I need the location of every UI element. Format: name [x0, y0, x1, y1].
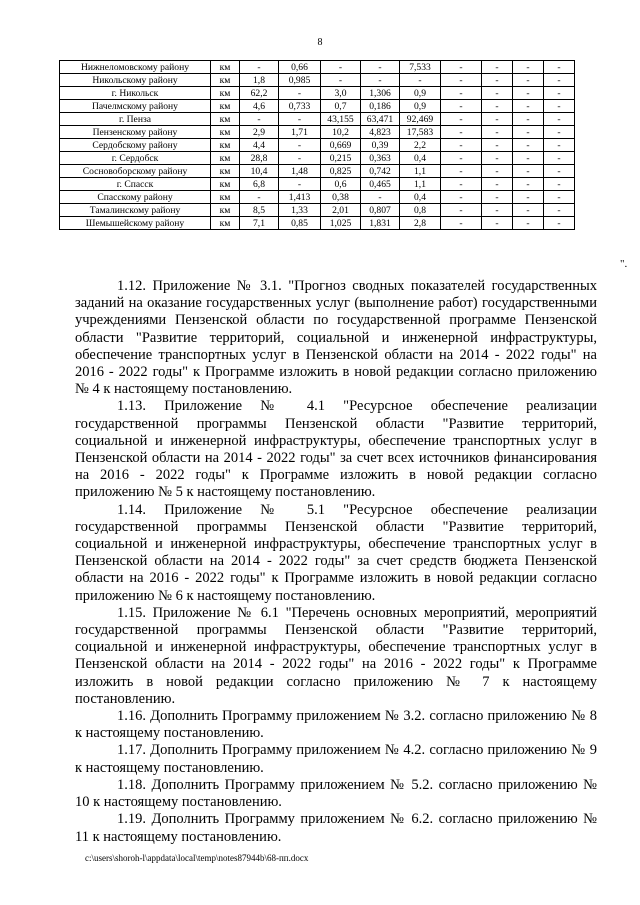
table-cell-territory: Пензенскому району	[60, 126, 211, 139]
table-cell-value: -	[279, 113, 321, 126]
table-cell-value: -	[482, 165, 513, 178]
table-cell-value: 62,2	[240, 87, 279, 100]
table-cell-value: -	[441, 61, 482, 74]
table-cell-value: 4,4	[240, 139, 279, 152]
data-table	[59, 60, 575, 230]
table-cell-value: -	[544, 191, 575, 204]
table-cell-value: 0,742	[361, 165, 400, 178]
table-cell-value: -	[321, 61, 361, 74]
table-cell-value: 3,0	[321, 87, 361, 100]
table-cell-value: -	[482, 217, 513, 230]
paragraph-1-14: 1.14. Приложение № 5.1 "Ресурсное обеспечение реализации государственной программы Пензенской области "Развитие территорий, социальной и инженерной инфраструктуры, обеспечение транспортных услуг в Пензенской области на 2014 - 2022 годы" за счет средств бюджета Пензенской области на 2016 - 2022 годы" к Программе изложить в новой редакции согласно приложению № 6 к настоящему постановлению.	[75, 501, 597, 604]
data-table-body	[60, 61, 575, 230]
table-cell-value: -	[441, 126, 482, 139]
table-cell-value: -	[544, 100, 575, 113]
table-cell-value: 63,471	[361, 113, 400, 126]
table-cell-value: -	[279, 87, 321, 100]
table-cell-value: 0,7	[321, 100, 361, 113]
table-cell-value: -	[441, 178, 482, 191]
table-cell-value: -	[544, 87, 575, 100]
table-cell-territory: Нижнеломовскому району	[60, 61, 211, 74]
table-cell-value: -	[513, 178, 544, 191]
document-body	[75, 278, 597, 846]
table-cell-value: 0,39	[361, 139, 400, 152]
paragraph-1-13: 1.13. Приложение № 4.1 "Ресурсное обеспечение реализации государственной программы Пензенской области "Развитие территорий, социальной и инженерной инфраструктуры, обеспечение транспортных услуг в Пензенской области на 2014 - 2022 годы" за счет всех источников финансирования на 2016 - 2022 годы" к Программе изложить в новой редакции согласно приложению № 5 к настоящему постановлению.	[75, 398, 597, 501]
table-cell-value: 0,9	[400, 87, 441, 100]
table-cell-value: -	[544, 61, 575, 74]
table-cell-unit: км	[211, 87, 240, 100]
table-cell-unit: км	[211, 126, 240, 139]
table-cell-value: -	[441, 217, 482, 230]
paragraph-1-17: 1.17. Дополнить Программу приложением № 4.2. согласно приложению № 9 к настоящему постановлению.	[75, 742, 597, 776]
table-cell-territory: Спасскому району	[60, 191, 211, 204]
table-cell-value: -	[544, 113, 575, 126]
table-cell-value: 0,85	[279, 217, 321, 230]
table-cell-value: -	[361, 191, 400, 204]
table-cell-unit: км	[211, 113, 240, 126]
table-cell-value: 1,8	[240, 74, 279, 87]
table-cell-value: 1,306	[361, 87, 400, 100]
table-cell-value: 2,8	[400, 217, 441, 230]
table-cell-value: 0,6	[321, 178, 361, 191]
paragraph-1-12: 1.12. Приложение № 3.1. "Прогноз сводных показателей государственных заданий на оказание государственных услуг (выполнение работ) государственными учреждениями Пензенской области по государственной программе Пензенской области "Развитие территорий, социальной и инженерной инфраструктуры, обеспечение транспортных услуг в Пензенской области на 2014 - 2022 годы" на 2016 - 2022 годы" к Программе изложить в новой редакции согласно приложению № 4 к настоящему постановлению.	[75, 278, 597, 398]
table-cell-value: -	[482, 126, 513, 139]
table-cell-value: -	[482, 191, 513, 204]
table-cell-value: 17,583	[400, 126, 441, 139]
table-row	[60, 139, 575, 152]
table-cell-value: 1,33	[279, 204, 321, 217]
table-cell-value: -	[240, 113, 279, 126]
table-cell-value: -	[361, 74, 400, 87]
table-cell-value: 1,48	[279, 165, 321, 178]
table-cell-value: -	[441, 74, 482, 87]
table-cell-value: -	[513, 113, 544, 126]
table-cell-value: -	[513, 61, 544, 74]
table-cell-value: 0,985	[279, 74, 321, 87]
table-row	[60, 191, 575, 204]
table-row	[60, 126, 575, 139]
paragraph-1-15: 1.15. Приложение № 6.1 "Перечень основных мероприятий, мероприятий государственной программы Пензенской области "Развитие территорий, социальной и инженерной инфраструктуры, обеспечение транспортных услуг в Пензенской области на 2014 - 2022 годы" на 2016 - 2022 годы" к Программе изложить в новой редакции согласно приложению № 7 к настоящему постановлению.	[75, 604, 597, 707]
table-cell-unit: км	[211, 74, 240, 87]
table-cell-value: -	[279, 178, 321, 191]
table-cell-unit: км	[211, 139, 240, 152]
table-cell-value: -	[513, 100, 544, 113]
table-cell-value: 2,2	[400, 139, 441, 152]
table-cell-value: -	[361, 61, 400, 74]
table-cell-value: -	[513, 87, 544, 100]
table-cell-value: 4,823	[361, 126, 400, 139]
table-cell-value: 0,215	[321, 152, 361, 165]
table-cell-value: -	[279, 139, 321, 152]
table-cell-territory: г. Пенза	[60, 113, 211, 126]
table-cell-value: 7,1	[240, 217, 279, 230]
table-cell-value: 28,8	[240, 152, 279, 165]
table-cell-territory: Пачелмскому району	[60, 100, 211, 113]
table-cell-value: 0,186	[361, 100, 400, 113]
table-cell-territory: г. Сердобск	[60, 152, 211, 165]
table-cell-value: 0,733	[279, 100, 321, 113]
table-cell-value: 0,807	[361, 204, 400, 217]
table-cell-value: -	[482, 152, 513, 165]
table-cell-value: 1,413	[279, 191, 321, 204]
table-cell-value: -	[441, 113, 482, 126]
table-cell-unit: км	[211, 100, 240, 113]
table-cell-value: -	[513, 204, 544, 217]
table-cell-unit: км	[211, 152, 240, 165]
table-cell-value: 0,9	[400, 100, 441, 113]
table-cell-value: -	[482, 113, 513, 126]
table-cell-territory: Никольскому району	[60, 74, 211, 87]
table-row	[60, 165, 575, 178]
table-cell-unit: км	[211, 191, 240, 204]
table-cell-value: -	[513, 152, 544, 165]
table-cell-value: -	[482, 61, 513, 74]
table-cell-value: -	[441, 87, 482, 100]
table-cell-value: 92,469	[400, 113, 441, 126]
table-cell-value: 0,4	[400, 191, 441, 204]
table-cell-value: 8,5	[240, 204, 279, 217]
table-cell-value: -	[441, 191, 482, 204]
table-cell-value: 6,8	[240, 178, 279, 191]
table-cell-value: -	[400, 74, 441, 87]
paragraph-1-16: 1.16. Дополнить Программу приложением № 3.2. согласно приложению № 8 к настоящему постановлению.	[75, 708, 597, 742]
table-cell-value: -	[482, 87, 513, 100]
table-cell-value: -	[441, 204, 482, 217]
table-row	[60, 74, 575, 87]
table-cell-unit: км	[211, 204, 240, 217]
table-cell-value: -	[321, 74, 361, 87]
table-cell-value: 1,1	[400, 178, 441, 191]
table-cell-value: -	[513, 74, 544, 87]
table-cell-value: 0,38	[321, 191, 361, 204]
table-row	[60, 113, 575, 126]
table-cell-value: -	[544, 217, 575, 230]
table-cell-value: -	[441, 139, 482, 152]
table-cell-value: 0,363	[361, 152, 400, 165]
table-cell-value: -	[482, 178, 513, 191]
table-cell-territory: г. Спасск	[60, 178, 211, 191]
table-cell-unit: км	[211, 178, 240, 191]
table-cell-value: 1,025	[321, 217, 361, 230]
table-cell-value: -	[544, 204, 575, 217]
paragraph-1-19: 1.19. Дополнить Программу приложением № 6.2. согласно приложению № 11 к настоящему постановлению.	[75, 811, 597, 845]
table-cell-territory: Шемышейскому району	[60, 217, 211, 230]
table-cell-value: 0,66	[279, 61, 321, 74]
page-number: 8	[317, 37, 323, 48]
table-cell-value: 4,6	[240, 100, 279, 113]
table-cell-value: -	[513, 165, 544, 178]
table-row	[60, 217, 575, 230]
table-cell-value: -	[513, 191, 544, 204]
table-cell-value: -	[482, 139, 513, 152]
table-cell-value: -	[544, 139, 575, 152]
table-cell-value: -	[513, 139, 544, 152]
table-cell-value: -	[441, 165, 482, 178]
table-cell-unit: км	[211, 61, 240, 74]
table-cell-territory: Сосновоборскому району	[60, 165, 211, 178]
table-cell-value: -	[240, 191, 279, 204]
table-cell-value: 1,71	[279, 126, 321, 139]
table-cell-value: -	[544, 74, 575, 87]
table-cell-value: -	[441, 152, 482, 165]
table-cell-value: 0,4	[400, 152, 441, 165]
table-cell-value: -	[482, 204, 513, 217]
table-cell-value: -	[544, 178, 575, 191]
table-cell-value: -	[513, 217, 544, 230]
table-cell-value: -	[482, 100, 513, 113]
paragraph-1-18: 1.18. Дополнить Программу приложением № 5.2. согласно приложению № 10 к настоящему постановлению.	[75, 776, 597, 811]
table-cell-value: -	[544, 152, 575, 165]
table-cell-value: 0,825	[321, 165, 361, 178]
table-cell-value: 1,831	[361, 217, 400, 230]
table-row	[60, 204, 575, 217]
table-cell-value: -	[482, 74, 513, 87]
table-cell-value: -	[441, 100, 482, 113]
table-cell-territory: Сердобскому району	[60, 139, 211, 152]
table-cell-unit: км	[211, 217, 240, 230]
table-cell-territory: г. Никольск	[60, 87, 211, 100]
footer-file-path: c:\users\shoroh-l\appdata\local\temp\notes87944b\68-пп.docx	[85, 853, 309, 863]
table-cell-unit: км	[211, 165, 240, 178]
table-cell-value: 10,4	[240, 165, 279, 178]
table-closing-quote: ".	[620, 258, 628, 270]
table-cell-value: 0,669	[321, 139, 361, 152]
table-row	[60, 100, 575, 113]
table-cell-value: -	[513, 126, 544, 139]
table-cell-value: 1,1	[400, 165, 441, 178]
table-cell-value: -	[279, 152, 321, 165]
table-cell-value: 43,155	[321, 113, 361, 126]
table-cell-value: 0,8	[400, 204, 441, 217]
table-cell-value: 7,533	[400, 61, 441, 74]
table-cell-value: 2,9	[240, 126, 279, 139]
table-cell-value: 0,465	[361, 178, 400, 191]
table-cell-value: -	[240, 61, 279, 74]
table-row	[60, 178, 575, 191]
table-row	[60, 87, 575, 100]
table-cell-value: 10,2	[321, 126, 361, 139]
table-cell-value: -	[544, 126, 575, 139]
table-cell-territory: Тамалинскому району	[60, 204, 211, 217]
table-cell-value: -	[544, 165, 575, 178]
table-row	[60, 61, 575, 74]
table-row	[60, 152, 575, 165]
table-cell-value: 2,01	[321, 204, 361, 217]
